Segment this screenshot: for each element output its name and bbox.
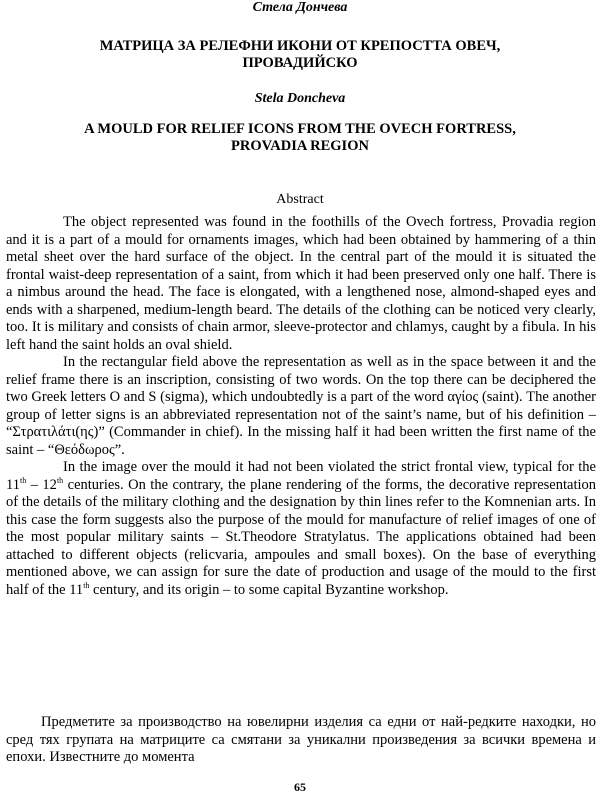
abstract-paragraph-1: The object represented was found in the foothills of the Ovech fortress, Provadia region and it is a part of a mould for ornaments images, which had been obtained by hammering of a thin metal sheet over the hard surface of the object. In the central part of the mould it is situated the frontal waist-deep representation of a saint, from which it had been preserved only one half. There is a nimbus around the head. The face is elongated, with a lengthened nose, almond-shaped eyes and ends with a sharpened, medium-length beard. The details of the clothing can be noticed very clearly, too. It is military and consists of chain armor, sleeve-protector and chlamys, caught by a fibula. In his left hand the saint holds an oval shield. [6, 214, 596, 353]
abstract-heading: Abstract [276, 192, 324, 207]
title-bulgarian-line-1: МАТРИЦА ЗА РЕЛЕФНИ ИКОНИ ОТ КРЕПОСТТА ОВЕЧ, [99, 38, 501, 54]
abstract-paragraph-3 [6, 459, 596, 599]
author-name-english: Stela Doncheva [254, 91, 346, 106]
title-english-line-2: PROVADIA REGION [231, 138, 369, 154]
ordinal-superscript-2: th [56, 475, 64, 485]
title-english-line-1: A MOULD FOR RELIEF ICONS FROM THE OVECH FORTRESS, [84, 121, 516, 137]
abstract-p3-part-d: century, and its origin – to some capital Byzantine workshop. [89, 581, 449, 598]
title-bulgarian [20, 38, 580, 72]
ordinal-superscript-3: th [83, 580, 90, 590]
abstract-paragraph-2: In the rectangular field above the representation as well as in the space between it and the relief frame there is an inscription, consisting of two words. On the top there can be deciphered the two Greek letters O and S (sigma), which undoubtedly is a part of the word αγίος (saint). The another group of letter signs is an abbreviated representation not of the saint’s name, but of his definition – “Στρατιλάτι(ης)” (Commander in chief). In the missing half it had been written the first name of the saint – “Θεόδωρος”. [6, 354, 596, 458]
author-name-bulgarian: Стела Дончева [252, 0, 348, 15]
abstract-p3-part-c: centuries. On the contrary, the plane rendering of the forms, the decorative representation of the details of the military clothing and the designation by thin lines refer to the Komnenian arts. In this case the form suggests also the purpose of the mould for manufacture of relief images of one of the most popular military saints – St.Theodore Stratylatus. The applications obtained had been attached to different objects (relicvaria, ampoules and small boxes). On the base of everything mentioned above, we can assign for sure the date of production and usage of the mould to the first half of the 11 [6, 476, 597, 598]
title-bulgarian-line-2: ПРОВАДИЙСКО [242, 55, 358, 71]
abstract-body [6, 214, 596, 599]
page-number: 65 [294, 780, 306, 794]
title-english [20, 121, 580, 155]
body-paragraph-bulgarian: Предметите за производство на ювелирни изделия са едни от най-редките находки, но сред тях групата на матриците са смятани за уникални произведения за всички времена и епохи. Известните до момента [6, 714, 596, 765]
ordinal-superscript-1: th [19, 475, 27, 485]
abstract-p3-part-b: – 12 [26, 476, 57, 493]
abstract-p3-part-a: In the image over the mould it had not been violated the strict frontal view, typical for the 11 [6, 459, 596, 493]
